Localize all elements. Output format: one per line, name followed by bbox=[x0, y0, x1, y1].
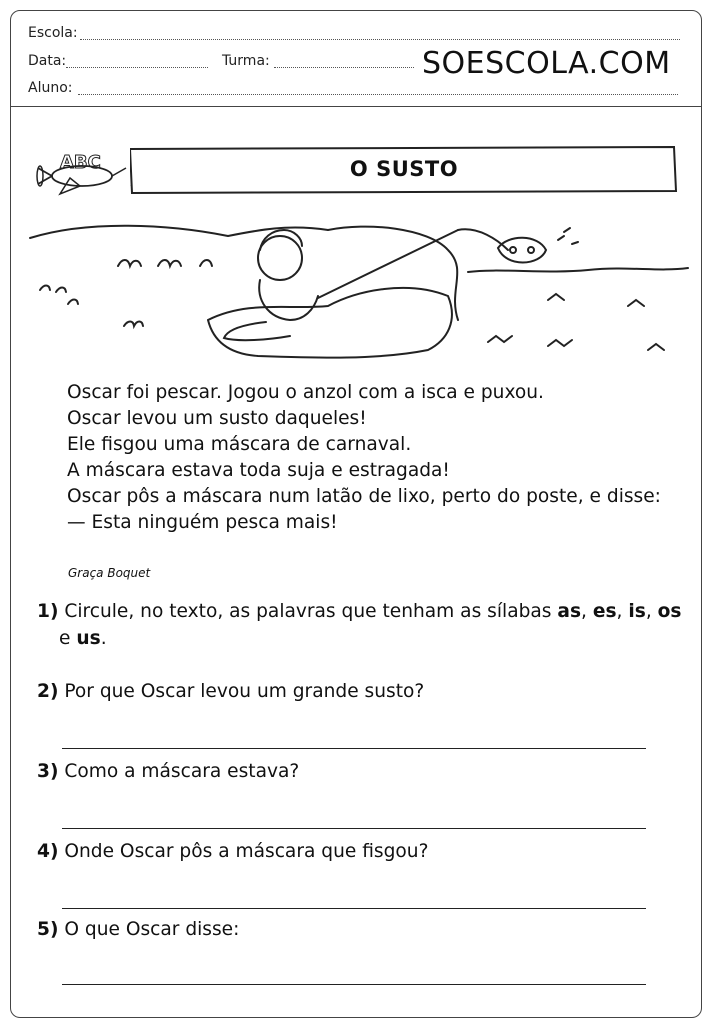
syllable-as: as bbox=[557, 601, 582, 622]
student-field[interactable] bbox=[78, 94, 678, 95]
answer-line-3[interactable] bbox=[62, 828, 646, 829]
plane-letters: ABC bbox=[60, 152, 101, 173]
question-3-number: 3) bbox=[37, 761, 59, 782]
class-label: Turma: bbox=[222, 53, 270, 69]
question-3 bbox=[37, 758, 697, 785]
class-field[interactable] bbox=[274, 67, 414, 68]
syllable-os: os bbox=[657, 601, 682, 622]
date-field[interactable] bbox=[66, 67, 208, 68]
date-label: Data: bbox=[28, 53, 67, 69]
question-5 bbox=[37, 916, 697, 943]
school-label: Escola: bbox=[28, 25, 78, 41]
question-2-number: 2) bbox=[37, 681, 59, 702]
story-text bbox=[67, 380, 697, 536]
question-5-text: O que Oscar disse: bbox=[64, 919, 240, 940]
answer-line-2[interactable] bbox=[62, 748, 646, 749]
story-line: Oscar foi pescar. Jogou o anzol com a isca e puxou. bbox=[67, 382, 544, 403]
school-field[interactable] bbox=[80, 39, 680, 40]
question-2 bbox=[37, 678, 697, 705]
story-line: Oscar pôs a máscara num latão de lixo, perto do poste, e disse: bbox=[67, 486, 661, 507]
header-divider bbox=[10, 106, 702, 107]
story-line: A máscara estava toda suja e estragada! bbox=[67, 460, 450, 481]
syllable-es: es bbox=[592, 601, 617, 622]
site-brand: SOESCOLA.COM bbox=[422, 46, 671, 81]
syllable-us: us bbox=[76, 628, 101, 649]
answer-line-4[interactable] bbox=[62, 908, 646, 909]
page-title: O SUSTO bbox=[349, 157, 459, 181]
story-author: Graça Boquet bbox=[68, 566, 151, 580]
student-label: Aluno: bbox=[28, 80, 73, 96]
question-1-text: Circule, no texto, as palavras que tenham as sílabas bbox=[64, 601, 552, 622]
question-1-conj: e bbox=[59, 628, 71, 649]
story-line: Ele fisgou uma máscara de carnaval. bbox=[67, 434, 412, 455]
question-1: 1) Circule, no texto, as palavras que tenham as sílabas as, es, is, os e us. bbox=[37, 601, 682, 649]
question-5-number: 5) bbox=[37, 919, 59, 940]
plane-abc-icon bbox=[30, 138, 130, 198]
question-4 bbox=[37, 838, 697, 865]
question-4-number: 4) bbox=[37, 841, 59, 862]
question-2-text: Por que Oscar levou um grande susto? bbox=[64, 681, 425, 702]
syllable-is: is bbox=[628, 601, 646, 622]
answer-line-5[interactable] bbox=[62, 984, 646, 985]
question-3-text: Como a máscara estava? bbox=[64, 761, 300, 782]
question-1-number: 1) bbox=[37, 601, 59, 622]
boy-fishing-icon bbox=[28, 210, 692, 370]
story-line: — Esta ninguém pesca mais! bbox=[67, 512, 338, 533]
story-line: Oscar levou um susto daqueles! bbox=[67, 408, 367, 429]
question-4-text: Onde Oscar pôs a máscara que fisgou? bbox=[64, 841, 429, 862]
